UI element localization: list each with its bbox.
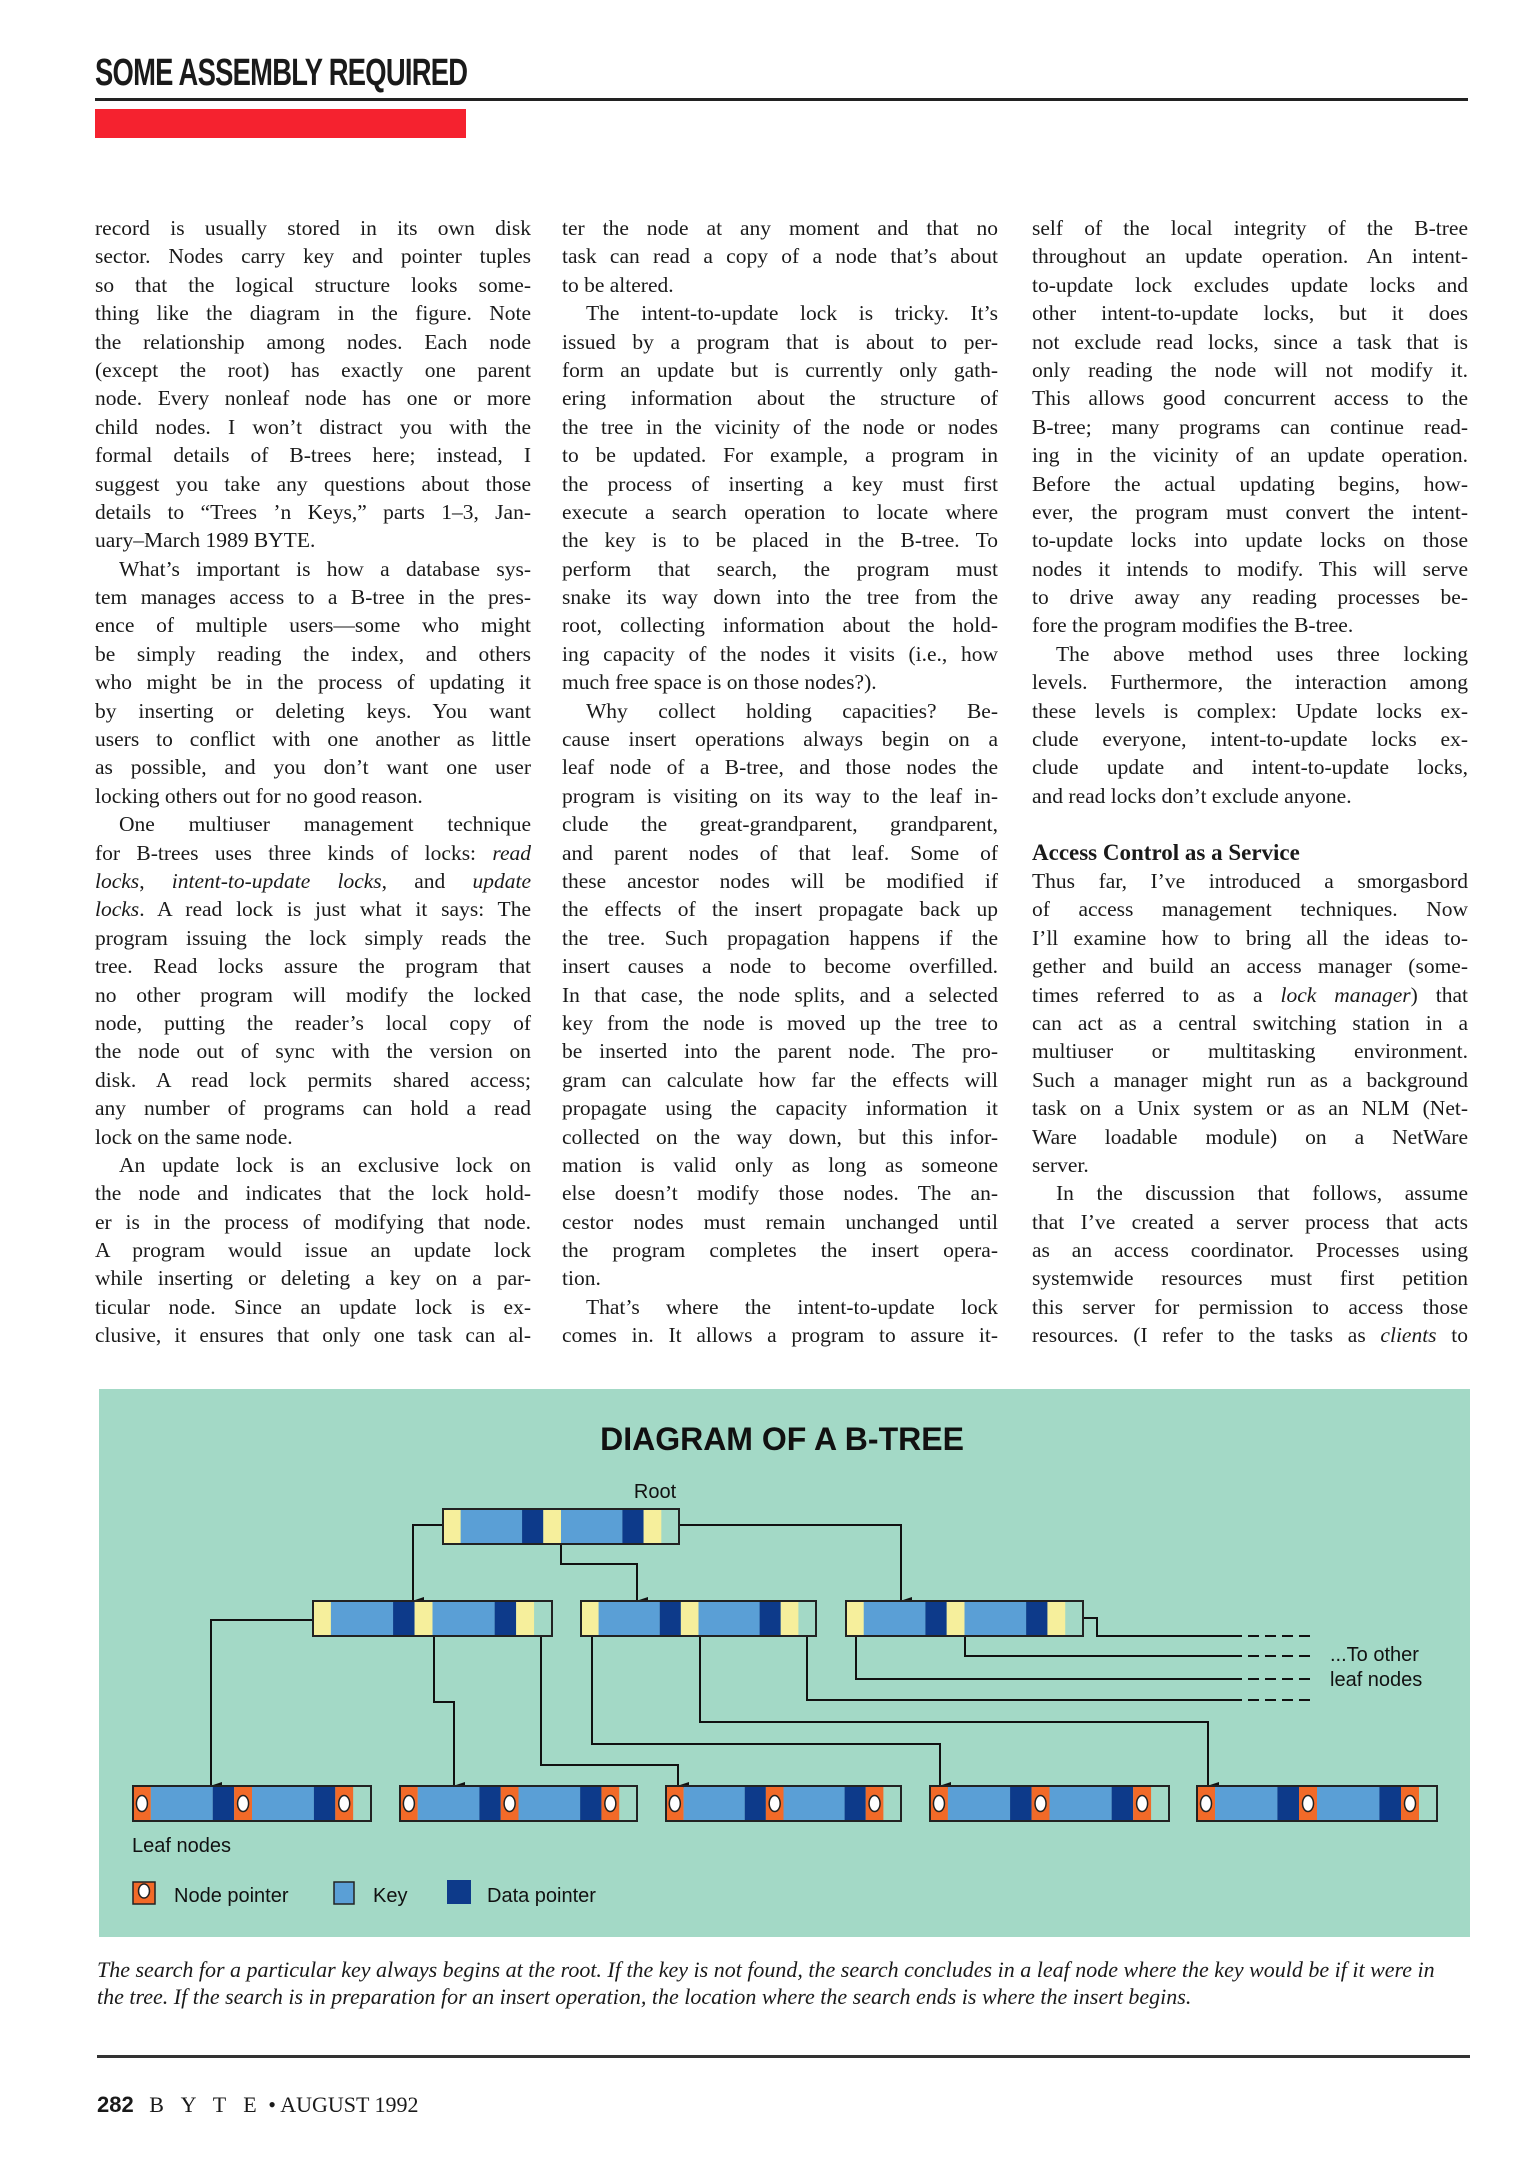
text-line: This allows good concurrent access to the [1032, 386, 1468, 411]
text-line: I’ll examine how to bring all the ideas to- [1032, 925, 1468, 950]
data-pointer-cell [622, 1509, 643, 1544]
node-pointer-cell [415, 1601, 433, 1636]
pointer-circle-icon [933, 1796, 944, 1812]
text-line: formal details of B-trees here; instead, I [95, 443, 531, 468]
text-line: Ware loadable module) on a NetWare [1032, 1124, 1468, 1149]
key-cell [1215, 1786, 1277, 1821]
text-line: root, collecting information about the hold- [562, 613, 998, 638]
key-cell [433, 1601, 495, 1636]
leaf-node [930, 1786, 1169, 1821]
text-line: mation is valid only as long as someone [562, 1152, 998, 1177]
text-line: throughout an update operation. An intent- [1032, 244, 1468, 269]
text-line: One multiuser management technique [119, 812, 531, 837]
text-line: tion. [562, 1266, 601, 1291]
text-line: no other program will modify the locked [95, 982, 531, 1007]
key-cell [331, 1601, 393, 1636]
figure-caption: The search for a particular key always begins at the root. If the key is not found, the search concludes in a leaf node where the key would be if it were in the tree. If the search is in preparation for an insert operation, the location where the search ends is where the insert begins. [97, 1957, 1435, 2009]
text-segment: for B-trees uses three kinds of locks: [95, 840, 493, 865]
text-line: the relationship among nodes. Each node [95, 329, 531, 354]
data-pointer-cell [314, 1786, 335, 1821]
pointer-circle-icon [605, 1796, 616, 1812]
data-pointer-cell [522, 1509, 543, 1544]
key-cell [418, 1786, 480, 1821]
text-line: the node and indicates that the lock hold- [95, 1181, 531, 1206]
text-line: ering information about the structure of [562, 386, 998, 411]
data-pointer-cell [925, 1601, 946, 1636]
text-segment: ) that [1410, 982, 1468, 1007]
text-line: the effects of the insert propagate back up [562, 897, 998, 922]
text-line: child nodes. I won’t distract you with the [95, 414, 531, 439]
text-line: node, putting the reader’s local copy of [95, 1010, 531, 1035]
text-line: fore the program modifies the B-tree. [1032, 613, 1354, 638]
text-line: issued by a program that is about to per- [562, 329, 998, 354]
text-line: nodes it intends to modify. This will serve [1032, 556, 1468, 581]
data-pointer-cell [213, 1786, 234, 1821]
text-column-2 [562, 214, 998, 1350]
footer-separator: • [268, 2092, 276, 2117]
text-line: In the discussion that follows, assume [1056, 1181, 1468, 1206]
text-line: The intent-to-update lock is tricky. It’s [586, 301, 998, 326]
text-line: while inserting or deleting a key on a par- [95, 1266, 531, 1291]
pointer-circle-icon [136, 1796, 147, 1812]
text-line: ever, the program must convert the intent- [1032, 499, 1468, 524]
node-pointer-legend-icon [133, 1882, 155, 1904]
text-line: clude update and intent-to-update locks, [1032, 755, 1468, 780]
data-pointer-legend-icon [447, 1880, 471, 1904]
text-line: be inserted into the parent node. The pro- [562, 1039, 998, 1064]
node-pointer-cell [516, 1601, 534, 1636]
text-line: key from the node is moved up the tree to [562, 1010, 998, 1035]
key-cell [965, 1601, 1027, 1636]
text-line: these levels is complex: Update locks ex- [1032, 698, 1468, 723]
data-pointer-cell [393, 1601, 415, 1636]
text-line: users to conflict with one another as little [95, 727, 531, 752]
text-line: cestor nodes must remain unchanged until [562, 1209, 998, 1234]
key-cell [684, 1786, 745, 1821]
leaf-node [1197, 1786, 1437, 1821]
pointer-circle-icon [1201, 1796, 1212, 1812]
text-line: be simply reading the index, and others [95, 641, 531, 666]
other-leaf-label-2: leaf nodes [1330, 1669, 1423, 1691]
text-line: record is usually stored in its own disk [95, 216, 531, 240]
node-pointer-cell [313, 1601, 331, 1636]
pointer-circle-icon [1137, 1796, 1148, 1812]
page-footer [97, 2092, 419, 2118]
key-cell [864, 1601, 926, 1636]
node-pointer-cell [1047, 1601, 1065, 1636]
text-segment: to [1436, 1323, 1468, 1348]
node-pointer-cell [846, 1601, 864, 1636]
text-line: self of the local integrity of the B-tree [1032, 216, 1468, 240]
italic-term: lock manager [1280, 982, 1411, 1007]
text-line: sector. Nodes carry key and pointer tuples [95, 244, 531, 269]
text-line: else doesn’t modify those nodes. The an- [562, 1181, 998, 1206]
text-line: the tree. Such propagation happens if the [562, 925, 998, 950]
text-line: the tree in the vicinity of the node or nodes [562, 414, 998, 439]
text-line: leaf node of a B-tree, and those nodes the [562, 755, 998, 780]
text-line: the node out of sync with the version on [95, 1039, 531, 1064]
legend-key: Key [373, 1885, 408, 1907]
legend-data-pointer: Data pointer [487, 1885, 596, 1907]
leaf-node [133, 1786, 371, 1821]
accent-bar [95, 109, 466, 138]
text-segment: resources. (I refer to the tasks as [1032, 1323, 1381, 1348]
text-line [1032, 810, 1468, 838]
data-pointer-cell [1379, 1786, 1401, 1821]
text-line: perform that search, the program must [562, 556, 998, 581]
italic-term: intent-to-update locks [171, 868, 382, 893]
key-cell [784, 1786, 845, 1821]
text-line: as an access coordinator. Processes using [1032, 1238, 1468, 1263]
text-segment: , [139, 868, 172, 893]
text-line: to-update lock excludes update locks and [1032, 272, 1468, 297]
other-leaf-label-1: ...To other [1330, 1644, 1419, 1666]
pointer-circle-icon [504, 1796, 515, 1812]
text-line: clusive, it ensures that only one task can al- [95, 1323, 531, 1348]
italic-term: clients [1380, 1323, 1437, 1348]
pointer-circle-icon [238, 1796, 249, 1812]
text-line: levels. Furthermore, the interaction among [1032, 670, 1468, 695]
text-line: clude the great-grandparent, grandparent, [562, 812, 998, 837]
text-line: server. [1032, 1152, 1089, 1177]
text-line: to-update locks into update locks on those [1032, 528, 1468, 553]
internal-node [313, 1601, 552, 1636]
node-pointer-cell [644, 1509, 662, 1544]
text-line: ter the node at any moment and that no [562, 216, 998, 240]
text-line: disk. A read lock permits shared access; [95, 1067, 531, 1092]
pointer-circle-icon [669, 1796, 680, 1812]
key-cell [599, 1601, 660, 1636]
key-cell [151, 1786, 213, 1821]
root-node [443, 1509, 679, 1544]
text-line: to be updated. For example, a program in [562, 443, 998, 468]
data-pointer-cell [495, 1601, 517, 1636]
text-line: Such a manager might run as a background [1032, 1067, 1468, 1092]
text-column-3 [1032, 214, 1468, 1350]
text-line: clude everyone, intent-to-update locks ex- [1032, 727, 1468, 752]
text-line: That’s where the intent-to-update lock [586, 1294, 998, 1319]
text-line: uary–March 1989 BYTE. [95, 528, 316, 553]
text-line: comes in. It allows a program to assure it- [562, 1323, 998, 1348]
text-line [95, 839, 531, 867]
text-line: Thus far, I’ve introduced a smorgasbord [1032, 868, 1468, 893]
pointer-circle-icon [1035, 1796, 1046, 1812]
text-line: can act as a central switching station in a [1032, 1010, 1468, 1035]
pointer-circle-icon [1405, 1796, 1416, 1812]
text-line: this server for permission to access those [1032, 1294, 1468, 1319]
data-pointer-cell [1112, 1786, 1134, 1821]
text-line: What’s important is how a database sys- [119, 556, 531, 581]
text-segment: , and [381, 868, 473, 893]
text-line: the program completes the insert opera- [562, 1238, 998, 1263]
key-cell [1317, 1786, 1379, 1821]
text-line: multiuser or multitasking environment. [1032, 1039, 1468, 1064]
text-line: as possible, and you don’t want one user [95, 755, 531, 780]
text-line: Why collect holding capacities? Be- [586, 698, 998, 723]
text-line [95, 895, 531, 923]
text-line: program issuing the lock simply reads the [95, 925, 531, 950]
root-label: Root [633, 1481, 677, 1503]
italic-term: locks [95, 897, 140, 922]
text-segment: times referred to as a [1032, 982, 1281, 1007]
internal-node [581, 1601, 816, 1636]
text-line: gram can calculate how far the effects will [562, 1067, 998, 1092]
pointer-circle-icon [339, 1796, 350, 1812]
text-line: tree. Read locks assure the program that [95, 954, 531, 979]
text-line: to be altered. [562, 272, 674, 297]
text-line: to drive away any reading processes be- [1032, 585, 1468, 610]
text-line: much free space is on those nodes?). [562, 670, 877, 695]
text-line: only reading the node will not modify it. [1032, 357, 1468, 382]
text-line: and parent nodes of that leaf. Some of [562, 840, 998, 865]
node-pointer-cell [581, 1601, 599, 1636]
text-line: An update lock is an exclusive lock on [119, 1152, 531, 1177]
data-pointer-cell [760, 1601, 781, 1636]
section-title: SOME ASSEMBLY REQUIRED [95, 52, 468, 94]
text-line: ence of multiple users—some who might [95, 613, 531, 638]
section-heading: Access Control as a Service [1032, 839, 1300, 865]
data-pointer-cell [1277, 1786, 1299, 1821]
text-line [1032, 1321, 1468, 1349]
text-line: not exclude read locks, since a task that is [1032, 329, 1468, 354]
pointer-circle-icon [769, 1796, 780, 1812]
text-line: gether and build an access manager (some- [1032, 954, 1468, 979]
text-line: thing like the diagram in the figure. Note [95, 301, 531, 326]
text-line: insert causes a node to become overfilled. [562, 954, 998, 979]
text-line: tem manages access to a B-tree in the pres- [95, 585, 531, 610]
text-line: In that case, the node splits, and a selected [562, 982, 998, 1007]
node-pointer-cell [947, 1601, 965, 1636]
pointer-circle-icon [869, 1796, 880, 1812]
key-cell [561, 1509, 622, 1544]
leaf-node [400, 1786, 637, 1821]
key-legend-icon [334, 1882, 354, 1904]
text-line: so that the logical structure looks some- [95, 272, 531, 297]
italic-term: update [472, 868, 532, 893]
text-line [95, 867, 531, 895]
leaf-nodes-label: Leaf nodes [132, 1835, 231, 1857]
internal-node [846, 1601, 1083, 1636]
text-line: any number of programs can hold a read [95, 1096, 531, 1121]
diagram-title: DIAGRAM OF A B-TREE [600, 1421, 964, 1457]
footer-rule [97, 2055, 1470, 2058]
leaf-node [666, 1786, 901, 1821]
text-line: Before the actual updating begins, how- [1032, 471, 1468, 496]
data-pointer-cell [1026, 1601, 1047, 1636]
key-cell [699, 1601, 760, 1636]
pointer-circle-icon [403, 1796, 414, 1812]
text-line: systemwide resources must first petition [1032, 1266, 1468, 1291]
text-line: locking others out for no good reason. [95, 783, 423, 808]
text-line: the process of inserting a key must first [562, 471, 998, 496]
text-line: propagate using the capacity information it [562, 1096, 998, 1121]
italic-term: locks [95, 868, 140, 893]
text-line: ing capacity of the nodes it visits (i.e., how [562, 641, 998, 666]
text-line: task can read a copy of a node that’s about [562, 244, 998, 269]
text-line: node. Every nonleaf node has one or more [95, 386, 531, 411]
text-line [1032, 981, 1468, 1009]
data-pointer-cell [1010, 1786, 1032, 1821]
text-line: that I’ve created a server process that acts [1032, 1209, 1468, 1234]
data-pointer-cell [845, 1786, 866, 1821]
key-cell [1050, 1786, 1112, 1821]
text-line: B-tree; many programs can continue read- [1032, 414, 1468, 439]
key-cell [252, 1786, 314, 1821]
text-line: program is visiting on its way to the leaf in- [562, 783, 998, 808]
node-pointer-cell [543, 1509, 561, 1544]
btree-diagram [90, 1380, 1490, 1940]
text-line: form an update but is currently only gath- [562, 357, 998, 382]
page-number: 282 [97, 2092, 134, 2117]
text-line: The above method uses three locking [1056, 641, 1468, 666]
node-pointer-cell [443, 1509, 461, 1544]
text-line: ticular node. Since an update lock is ex- [95, 1294, 531, 1319]
text-line: lock on the same node. [95, 1124, 293, 1149]
diagram-background [99, 1389, 1470, 1937]
text-column-1 [95, 214, 531, 1350]
data-pointer-cell [580, 1786, 601, 1821]
node-pointer-cell [681, 1601, 699, 1636]
legend-node-pointer: Node pointer [174, 1885, 289, 1907]
italic-term: read [492, 840, 531, 865]
header-rule [95, 98, 1468, 101]
text-line: ing in the vicinity of an update operation. [1032, 443, 1468, 468]
data-pointer-cell [660, 1601, 681, 1636]
text-line: other intent-to-update locks, but it does [1032, 301, 1468, 326]
text-line: er is in the process of modifying that node. [95, 1209, 531, 1234]
data-pointer-cell [745, 1786, 766, 1821]
key-cell [461, 1509, 522, 1544]
text-line: cause insert operations always begin on a [562, 727, 998, 752]
text-line: who might be in the process of updating it [95, 670, 531, 695]
text-line: these ancestor nodes will be modified if [562, 868, 998, 893]
node-pointer-cell [781, 1601, 799, 1636]
key-cell [948, 1786, 1010, 1821]
text-line: collected on the way down, but this infor- [562, 1124, 998, 1149]
text-line: execute a search operation to locate where [562, 499, 998, 524]
text-line: (except the root) has exactly one parent [95, 357, 531, 382]
text-line: task on a Unix system or as an NLM (Net- [1032, 1096, 1468, 1121]
text-line: details to “Trees ’n Keys,” parts 1–3, Jan- [95, 499, 531, 524]
text-line: and read locks don’t exclude anyone. [1032, 783, 1352, 808]
text-line: by inserting or deleting keys. You want [95, 698, 531, 723]
text-line: A program would issue an update lock [95, 1238, 531, 1263]
magazine-name: B Y T E [149, 2092, 263, 2117]
pointer-circle-icon [1303, 1796, 1314, 1812]
text-line: of access management techniques. Now [1032, 897, 1468, 922]
key-cell [519, 1786, 581, 1821]
text-line: snake its way down into the tree from the [562, 585, 998, 610]
data-pointer-cell [479, 1786, 500, 1821]
text-line: the key is to be placed in the B-tree. To [562, 528, 998, 553]
issue-date: AUGUST 1992 [280, 2092, 419, 2117]
text-segment: . A read lock is just what it says: The [139, 897, 531, 922]
text-line: suggest you take any questions about those [95, 471, 531, 496]
